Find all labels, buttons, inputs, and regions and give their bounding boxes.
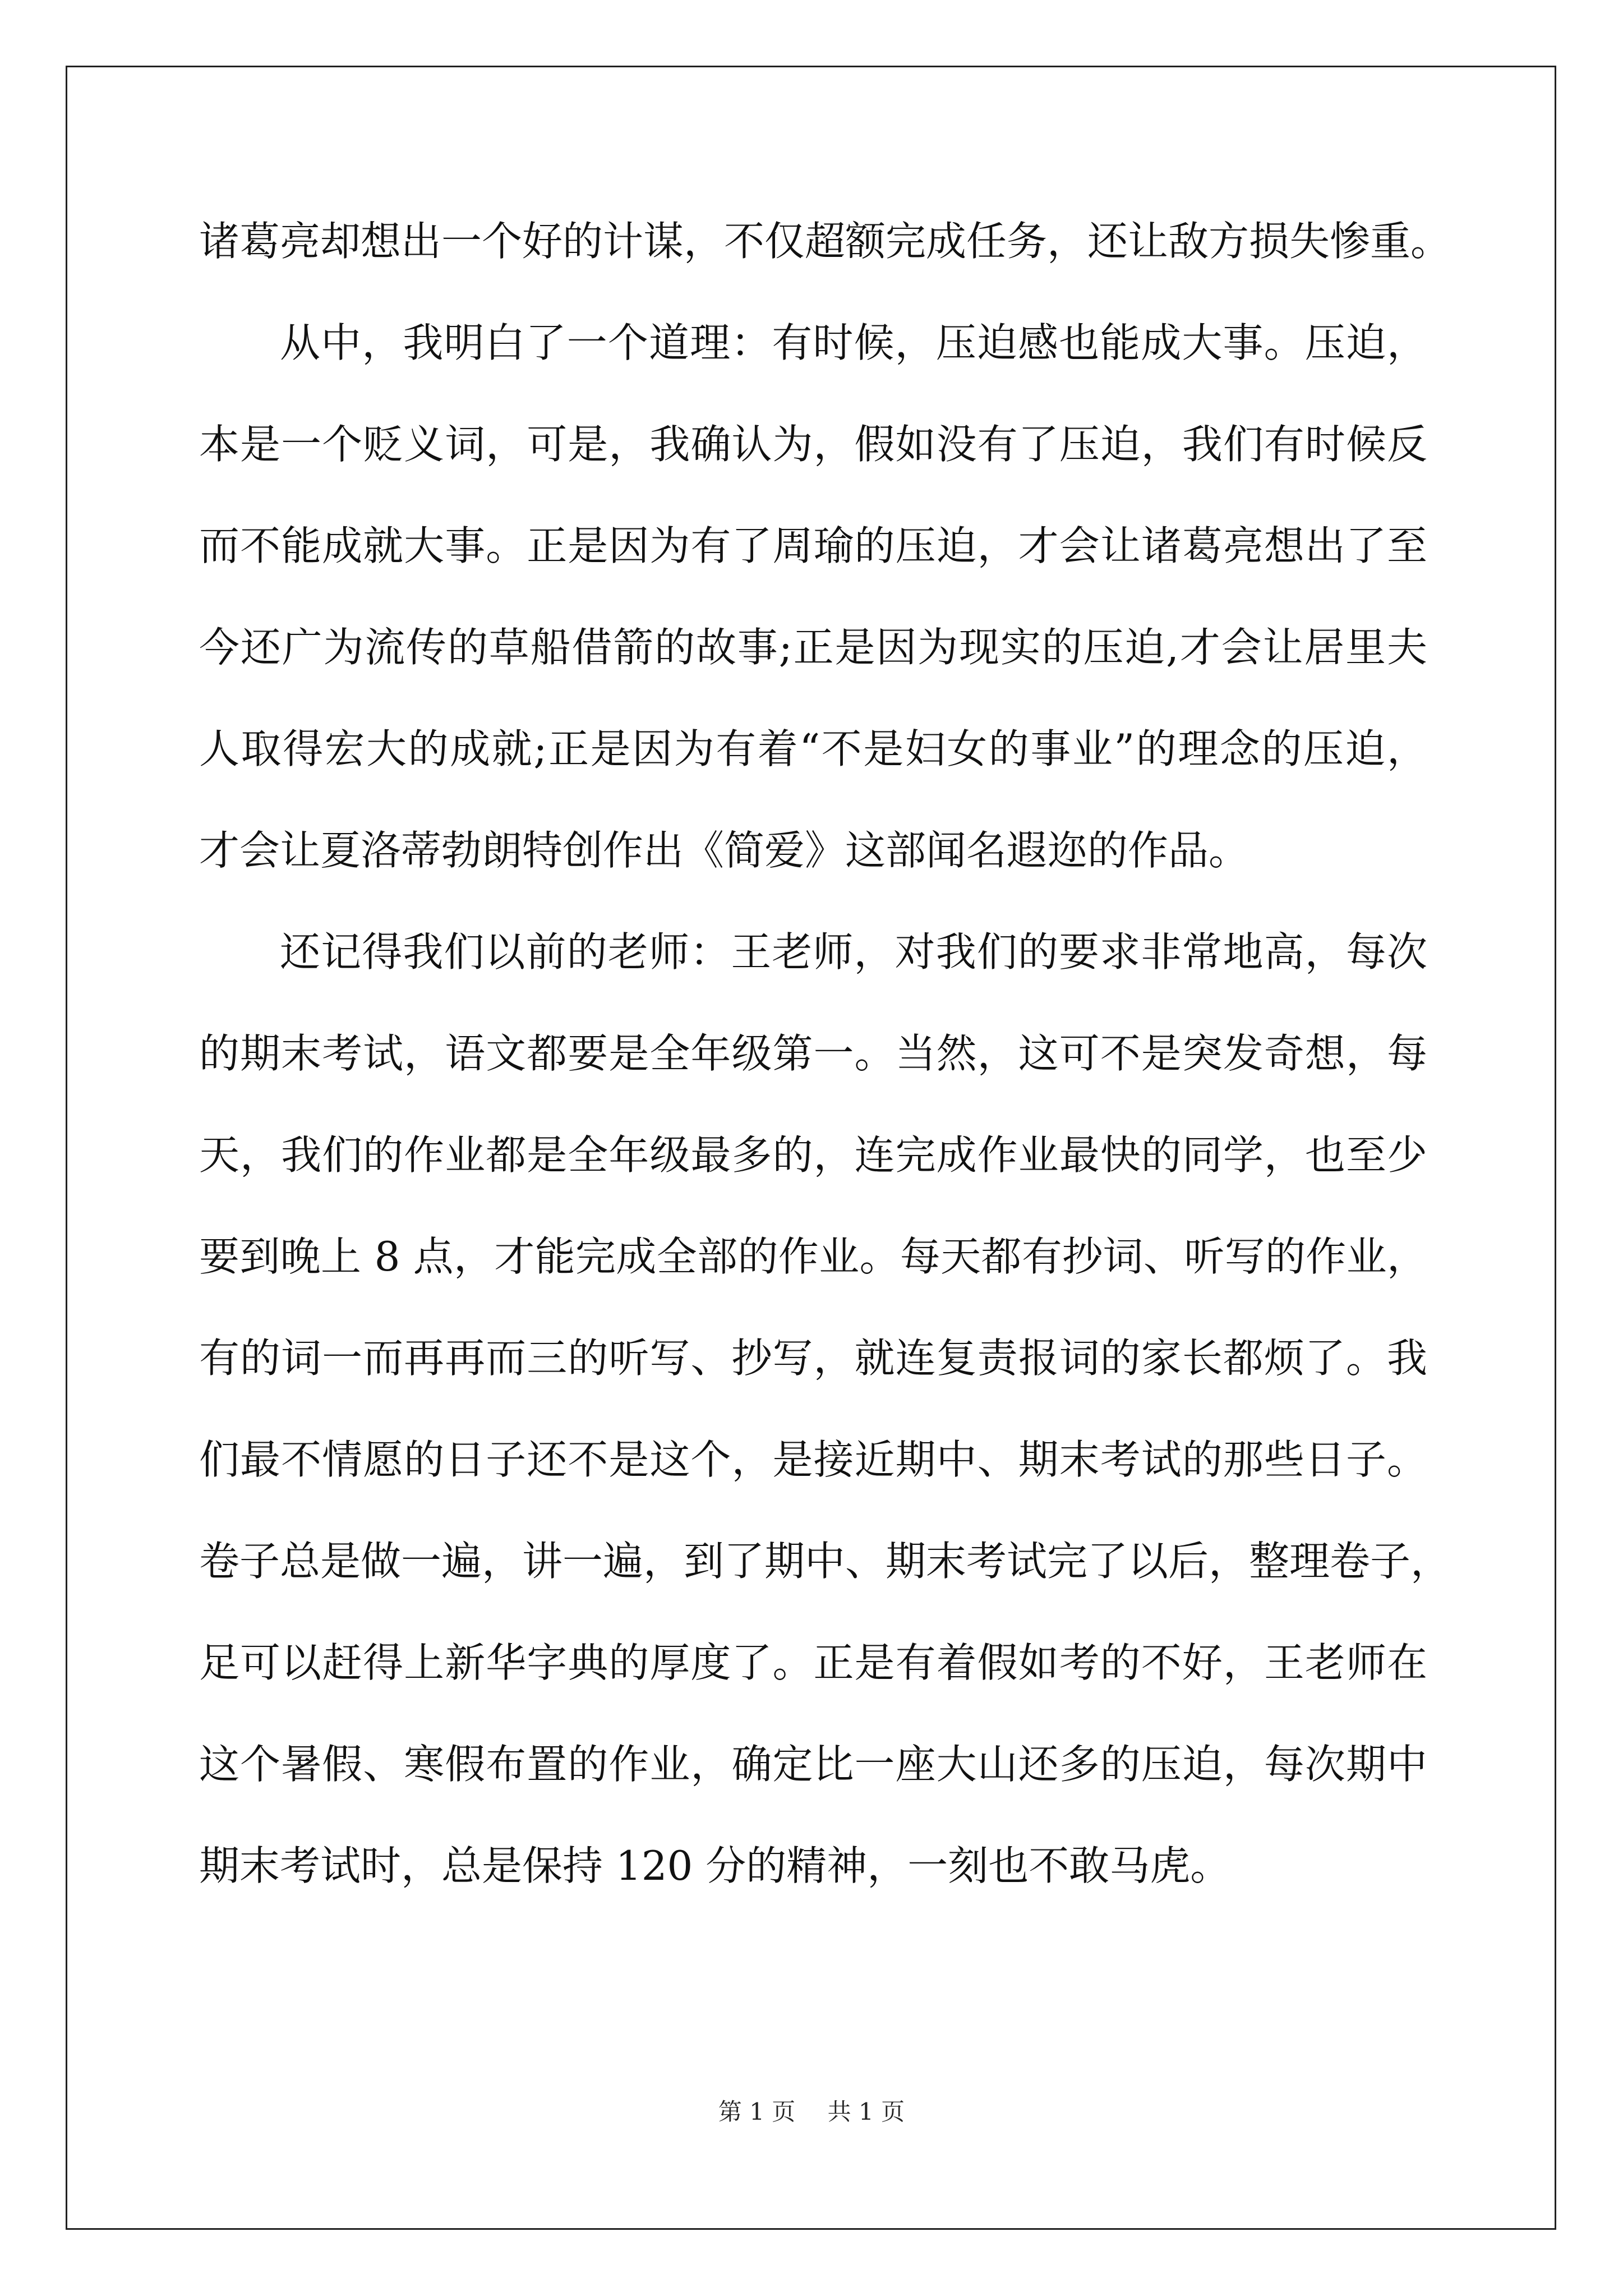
text-line: 今还广为流传的草船借箭的故事;正是因为现实的压迫,才会让居里夫 [199, 624, 1427, 671]
text-line: 人取得宏大的成就;正是因为有着“不是妇女的事业”的理念的压迫， [199, 725, 1427, 772]
page-number-total: 共 1 页 [827, 2098, 905, 2125]
text-line: 才会让夏洛蒂勃朗特创作出《简爱》这部闻名遐迩的作品。 [199, 827, 1249, 874]
text-line: 卷子总是做一遍，讲一遍，到了期中、期末考试完了以后，整理卷子， [199, 1538, 1451, 1585]
text-line: 们最不情愿的日子还不是这个，是接近期中、期末考试的那些日子。 [199, 1436, 1427, 1483]
text-line: 诸葛亮却想出一个好的计谋，不仅超额完成任务，还让敌方损失惨重。 [199, 218, 1451, 265]
text-line: 而不能成就大事。正是因为有了周瑜的压迫，才会让诸葛亮想出了至 [199, 522, 1427, 569]
text-line: 还记得我们以前的老师：王老师，对我们的要求非常地高，每次 [280, 928, 1427, 976]
page-footer [0, 2095, 1623, 2129]
text-line: 有的词一而再再而三的听写、抄写，就连复责报词的家长都烦了。我 [199, 1335, 1427, 1382]
document-body [199, 191, 1451, 1917]
text-line: 这个暑假、寒假布置的作业，确定比一座大山还多的压迫，每次期中 [199, 1741, 1427, 1788]
text-line: 天，我们的作业都是全年级最多的，连完成作业最快的同学，也至少 [199, 1131, 1427, 1179]
page-number-current: 第 1 页 [718, 2098, 796, 2125]
text-line: 要到晚上 8 点，才能完成全部的作业。每天都有抄词、听写的作业， [199, 1233, 1427, 1280]
text-line: 从中，我明白了一个道理：有时候，压迫感也能成大事。压迫， [280, 319, 1427, 366]
text-line: 本是一个贬义词，可是，我确认为，假如没有了压迫，我们有时候反 [199, 421, 1427, 468]
text-line: 的期末考试，语文都要是全年级第一。当然，这可不是突发奇想，每 [199, 1030, 1427, 1077]
text-line: 足可以赶得上新华字典的厚度了。正是有着假如考的不好，王老师在 [199, 1639, 1427, 1686]
text-line: 期末考试时，总是保持 120 分的精神，一刻也不敢马虎。 [199, 1842, 1231, 1889]
